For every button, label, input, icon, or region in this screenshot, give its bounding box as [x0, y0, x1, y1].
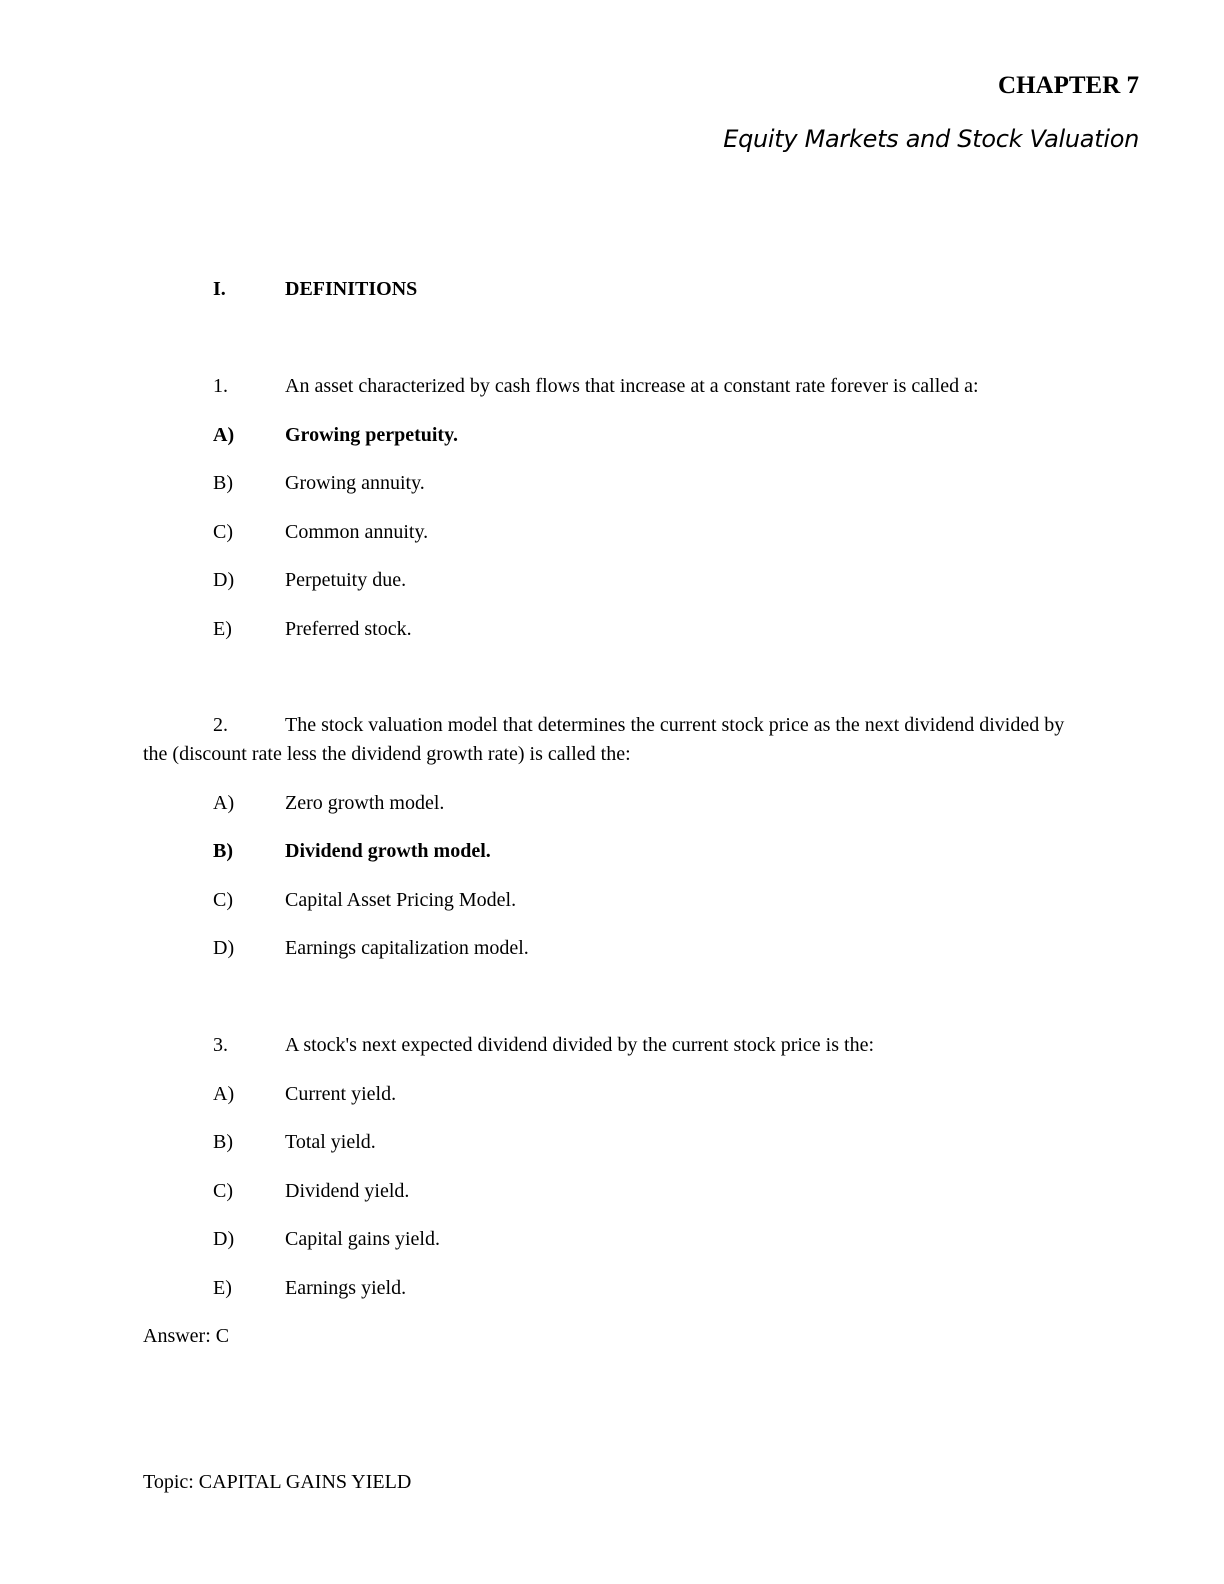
q1-option-e-text: Preferred stock. — [285, 618, 412, 640]
q3-option-a-text: Current yield. — [285, 1083, 397, 1105]
question-1-number: 1. — [213, 375, 228, 397]
q2-option-c-label: C) — [213, 889, 233, 911]
q1-option-d-label: D) — [213, 569, 235, 591]
q3-option-c-label: C) — [213, 1180, 233, 1202]
q3-option-d-label: D) — [213, 1228, 235, 1250]
q3-option-e-text: Earnings yield. — [285, 1277, 407, 1299]
topic-line: Topic: CAPITAL GAINS YIELD — [143, 1471, 412, 1493]
q1-option-c-label: C) — [213, 521, 233, 543]
q2-option-c-text: Capital Asset Pricing Model. — [285, 889, 517, 911]
q3-option-b-label: B) — [213, 1131, 233, 1153]
chapter-title: CHAPTER 7 — [998, 72, 1139, 99]
q2-option-b-text: Dividend growth model. — [285, 840, 491, 862]
question-3-text: A stock's next expected dividend divided by the current stock price is the: — [285, 1034, 875, 1056]
q2-option-d-label: D) — [213, 937, 235, 959]
q3-option-c-text: Dividend yield. — [285, 1180, 410, 1202]
q2-option-b-label: B) — [213, 840, 233, 862]
q1-option-c-text: Common annuity. — [285, 521, 429, 543]
q2-option-d-text: Earnings capitalization model. — [285, 937, 529, 959]
question-3-number: 3. — [213, 1034, 228, 1056]
q3-option-e-label: E) — [213, 1277, 232, 1299]
q3-option-d-text: Capital gains yield. — [285, 1228, 440, 1250]
q1-option-b-text: Growing annuity. — [285, 472, 425, 494]
q3-option-b-text: Total yield. — [285, 1131, 376, 1153]
q1-option-d-text: Perpetuity due. — [285, 569, 407, 591]
chapter-subtitle: Equity Markets and Stock Valuation — [723, 125, 1139, 153]
q3-option-a-label: A) — [213, 1083, 235, 1105]
answer-line: Answer: C — [143, 1325, 230, 1347]
q1-option-a-text: Growing perpetuity. — [285, 424, 458, 446]
section-title: DEFINITIONS — [285, 278, 418, 300]
q1-option-a-label: A) — [213, 424, 235, 446]
q2-option-a-label: A) — [213, 792, 235, 814]
question-2-number: 2. — [213, 714, 228, 736]
question-1-text: An asset characterized by cash flows that increase at a constant rate forever is called a: — [285, 375, 979, 397]
q1-option-b-label: B) — [213, 472, 233, 494]
q2-option-a-text: Zero growth model. — [285, 792, 445, 814]
q1-option-e-label: E) — [213, 618, 232, 640]
question-2-text-line2: the (discount rate less the dividend growth rate) is called the: — [143, 743, 631, 765]
section-number: I. — [213, 278, 226, 300]
question-2-text-line1: The stock valuation model that determines the current stock price as the next dividend divided by — [285, 714, 1065, 736]
